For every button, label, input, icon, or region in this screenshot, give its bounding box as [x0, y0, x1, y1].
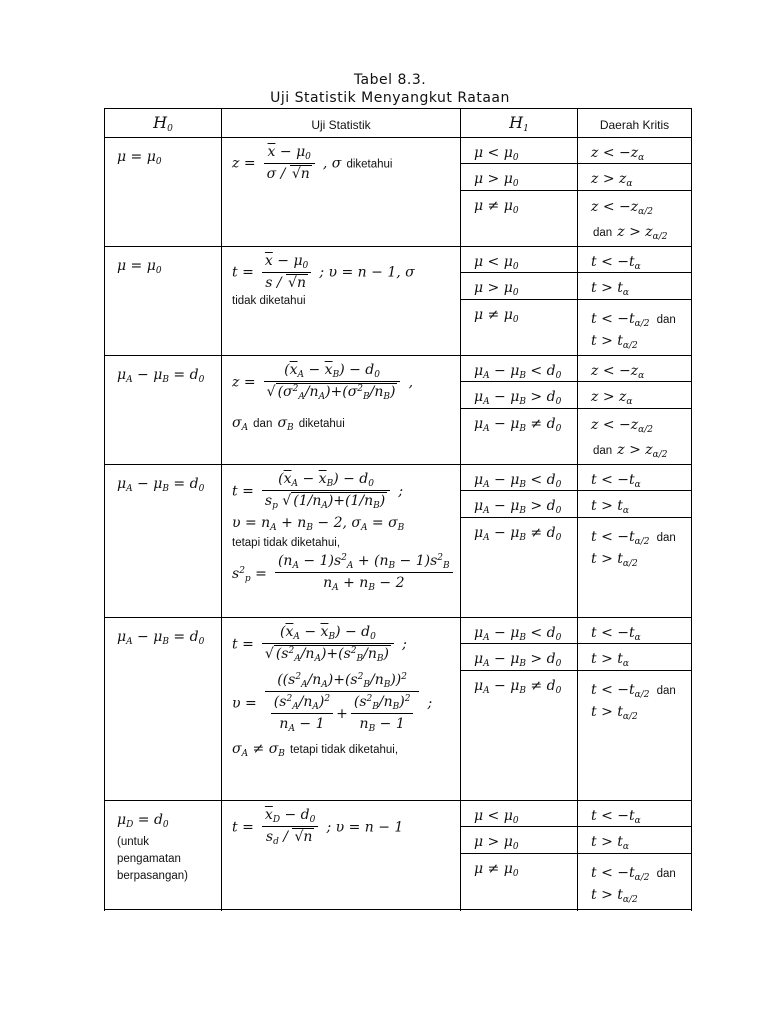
h1-cell: $\mu_A - \mu_B \ne d_0$ — [461, 409, 578, 465]
test-statistic-cell: t = $\frac{(\overline{x}_A - \overline{x}_B) - d_0}{s_p √ (1/n_A)+(1/n_B)}$ ; $\upsilon = n_A + n_B - 2$, $\sigma_A = \sigma_B$ tetapi tidak diketahui, $s^2_p$ = $\frac{(n_A - 1)s^2_A + (n_B - 1)s^2_B}{n_A + n_B - 2}$ — [222, 465, 461, 618]
h1-cell: $\mu_A - \mu_B \ne d_0$ — [461, 518, 578, 618]
critical-cell: $t < -t_{\alpha/2}$ dan $t > t_{\alpha/2}$ — [578, 854, 692, 910]
test-statistic-cell: t = $\frac{\overline{x} - \mu_0}{s / √n}$ ; υ = n − 1, σ tidak diketahui — [222, 247, 461, 356]
critical-cell: $z < -z_{\alpha/2}$ dan $z > z_{\alpha/2}$ — [578, 191, 692, 247]
header-h0: $H_0$ — [105, 109, 222, 138]
table-row — [105, 356, 692, 382]
table-row — [105, 138, 692, 164]
h1-cell: $\mu_A - \mu_B \ne d_0$ — [461, 671, 578, 801]
critical-cell: $z < -z_\alpha$ — [578, 356, 692, 382]
h1-cell: $\mu_A - \mu_B < d_0$ — [461, 618, 578, 644]
h1-cell: $\mu_A - \mu_B > d_0$ — [461, 382, 578, 409]
h1-cell: $\mu < \mu_0$ — [461, 247, 578, 273]
header-row — [105, 109, 692, 138]
critical-cell: $t < -t_\alpha$ — [578, 247, 692, 273]
critical-cell: $t < -t_{\alpha/2}$ dan $t > t_{\alpha/2}$ — [578, 518, 692, 618]
h1-cell: $\mu > \mu_0$ — [461, 164, 578, 191]
h0-cell: $\mu = \mu_0$ — [105, 138, 222, 247]
h1-cell: $\mu < \mu_0$ — [461, 138, 578, 164]
header-daerah-kritis: Daerah Kritis — [578, 109, 692, 138]
header-uji-statistik: Uji Statistik — [222, 109, 461, 138]
table-row — [105, 801, 692, 827]
header-h1: $H_1$ — [461, 109, 578, 138]
critical-cell: $z < -z_\alpha$ — [578, 138, 692, 164]
critical-cell: $t > t_\alpha$ — [578, 827, 692, 854]
h1-cell: $\mu_A - \mu_B < d_0$ — [461, 356, 578, 382]
critical-cell: $t < -t_{\alpha/2}$ dan $t > t_{\alpha/2}$ — [578, 300, 692, 356]
h1-cell: $\mu \ne \mu_0$ — [461, 300, 578, 356]
table-title: Tabel 8.3. — [353, 72, 427, 88]
critical-cell: $t < -t_\alpha$ — [578, 801, 692, 827]
table-subtitle: Uji Statistik Menyangkut Rataan — [270, 90, 510, 106]
critical-cell: $t < -t_\alpha$ — [578, 465, 692, 491]
h1-cell: $\mu > \mu_0$ — [461, 827, 578, 854]
h1-cell: $\mu_A - \mu_B > d_0$ — [461, 644, 578, 671]
h0-cell: $\mu_A - \mu_B = d_0$ — [105, 465, 222, 618]
table-row — [105, 465, 692, 491]
critical-cell: $t > t_\alpha$ — [578, 644, 692, 671]
h1-cell: $\mu \ne \mu_0$ — [461, 854, 578, 910]
critical-cell: $t < -t_\alpha$ — [578, 618, 692, 644]
critical-cell: $t > t_\alpha$ — [578, 491, 692, 518]
table-row — [105, 247, 692, 273]
test-statistic-cell: t = $\frac{\overline{x}_D - d_0}{s_d / √n}$ ; υ = n − 1 — [222, 801, 461, 910]
test-statistic-cell: z = $\frac{(\overline{x}_A - \overline{x}_B) - d_0}{√ (\sigma^2_A/n_A)+(\sigma^2_B/n_B)}$ , $\sigma_A$ dan $\sigma_B$ diketahui — [222, 356, 461, 465]
h1-cell: $\mu < \mu_0$ — [461, 801, 578, 827]
h1-cell: $\mu > \mu_0$ — [461, 273, 578, 300]
test-statistic-cell: z = $\frac{\overline{x} - \mu_0}{\sigma / √n}$ , σ diketahui — [222, 138, 461, 247]
critical-cell: $z > z_\alpha$ — [578, 164, 692, 191]
h1-cell: $\mu_A - \mu_B < d_0$ — [461, 465, 578, 491]
critical-cell: $t > t_\alpha$ — [578, 273, 692, 300]
test-statistic-cell: t = $\frac{(\overline{x}_A - \overline{x}_B) - d_0}{√ (s^2_A/n_A)+(s^2_B/n_B)}$ ; υ = $((s^2_A/n_A)+(s^2_B/n_B))^2$ $\frac{(s^2_A/n_A)^2}{n_A - 1}$ + $\frac{(s^2_B/n_B)^2}{n_B - 1}$ ; $\sigma_A \ne \sigma_B$ tetapi tidak diketahui, — [222, 618, 461, 801]
table-row — [105, 618, 692, 644]
h0-note: (untuk pengamatan berpasangan) — [117, 836, 188, 882]
h0-cell: $\mu_D = d_0$ (untuk pengamatan berpasangan) — [105, 801, 222, 910]
critical-cell: $t < -t_{\alpha/2}$ dan $t > t_{\alpha/2}$ — [578, 671, 692, 801]
h1-cell: $\mu \ne \mu_0$ — [461, 191, 578, 247]
critical-cell: $z > z_\alpha$ — [578, 382, 692, 409]
hypothesis-test-table — [104, 108, 692, 910]
h0-cell: $\mu_A - \mu_B = d_0$ — [105, 356, 222, 465]
h0-cell: $\mu = \mu_0$ — [105, 247, 222, 356]
critical-cell: $z < -z_{\alpha/2}$ dan $z > z_{\alpha/2}$ — [578, 409, 692, 465]
h0-cell: $\mu_A - \mu_B = d_0$ — [105, 618, 222, 801]
h1-cell: $\mu_A - \mu_B > d_0$ — [461, 491, 578, 518]
